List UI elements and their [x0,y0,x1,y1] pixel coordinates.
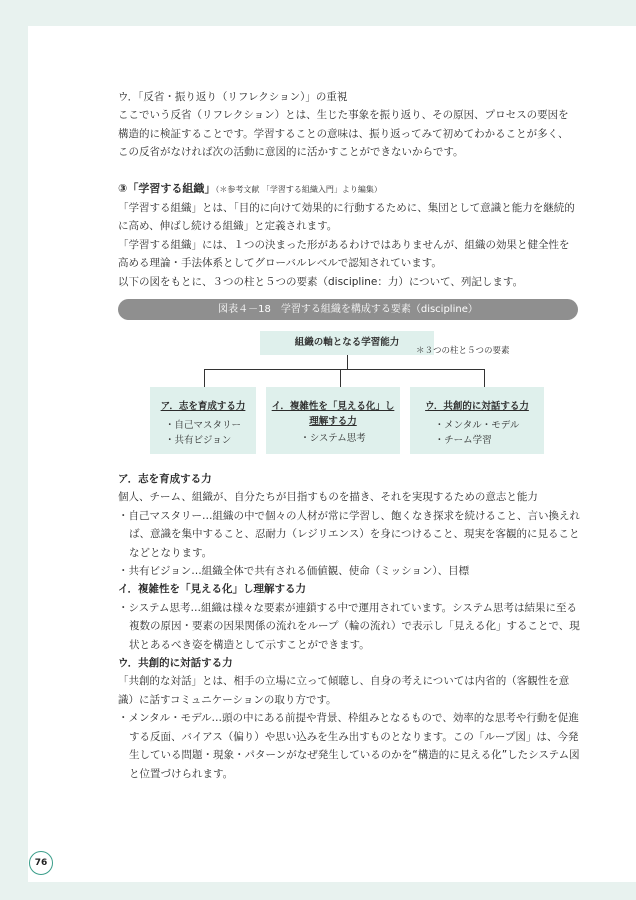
section3-heading-row [118,180,580,199]
page-top-band [0,0,636,26]
section3-line: 以下の図をもとに、３つの柱と５つの要素（discipline：力）について、列記します。 [118,275,524,288]
section3-heading: ③「学習する組織」 [118,181,216,195]
intro-line: この反省がなければ次の活動に意図的に活かすことができないからです。 [118,146,464,159]
body-u-heading: ウ．共創的に対話する力 [118,657,233,670]
figure-diagram [118,330,580,458]
column-item: ・システム思考 [300,433,366,444]
body-i-heading: イ．複雑性を「見える化」し理解する力 [118,583,307,596]
column-item: ・メンタル・モデル [434,420,520,431]
page-number: 76 [29,851,53,875]
intro-heading: ウ．「反省・振り返り（リフレクション）」の重視 [118,91,348,103]
body-a-line: ・共有ビジョン…組織全体で共有される価値観、使命（ミッション）、目標 [118,565,470,578]
column-title: 理解する力 [309,416,357,427]
intro-text [118,88,580,291]
column-title: ア．志を育成する力 [160,401,246,412]
connector-line [204,369,484,370]
section3-line: 高める理論・手法体系としてグローバルレベルで認知されています。 [118,257,442,270]
body-a-line: ・自己マスタリー…組織の中で個々の人材が常に学習し、飽くなき探求を続けること、言い換えれば、意識を集中すること、忍耐力（レジリエンス）を身につけること、現実を客観的に見ることなどとなります。 [118,509,580,559]
body-a-line: 個人、チーム、組織が、自分たちが目指すものを描き、それを実現するための意志と能力 [118,491,538,504]
figure-title: 図表４－18 学習する組織を構成する要素（discipline） [118,299,578,320]
body-a-heading: ア．志を育成する力 [118,473,212,485]
connector-line [340,369,341,387]
column-item: ・自己マスタリー [164,420,241,431]
section3-line: 「学習する組織」には、１つの決まった形があるわけではありませんが、組織の効果と健全性を [118,238,570,251]
column-item: ・チーム学習 [434,435,492,446]
section3-line: に高め、伸ばし続ける組織」と定義されます。 [118,220,338,233]
connector-line [347,355,348,369]
column-title: ウ．共創的に対話する力 [425,401,529,412]
body-i-line: ・システム思考…組織は様々な要素が連鎖する中で運用されています。システム思考は結果に至る複数の原因・要素の因果関係の流れをループ（輪の流れ）で表示し「見える化」することで、現状とあるべき姿を構造として示すことができます。 [118,601,580,651]
column-item: ・共有ビジョン [164,435,232,446]
body-u-line: 「共創的な対話」とは、相手の立場に立って傾聴し、自身の考えについては内省的（客観性を意識）に話すコミュニケーションの取り方です。 [118,675,570,706]
intro-line: 構造的に検証することです。学習することの意味は、振り返ってみて初めてわかることが多く、 [118,127,569,140]
section3-note: （＊参考文献 「学習する組織入門」より編集） [215,184,382,194]
figure-note: ＊３つの柱と５つの要素 [416,346,510,356]
figure-column-a [150,387,256,454]
connector-line [484,369,485,387]
connector-line [204,369,205,387]
figure-column-u [410,387,544,454]
column-title: イ．複雑性を「見える化」し [271,401,395,412]
body-u-line: ・メンタル・モデル…頭の中にある前提や背景、枠組みとなるもので、効率的な思考や行動を促進する反面、バイアス（偏り）や思い込みを生み出すものとなります。この「ループ図」は、今発生している問題・現象・パターンがなぜ発生しているのかを“構造的に見える化”したシステム図と位置づけられます。 [118,712,580,780]
page-side-band [0,0,28,900]
intro-line: ここでいう反省（リフレクション）とは、生じた事象を振り返り、その原因、プロセスの要因を [118,109,569,122]
page-bottom-band [0,882,636,900]
body-text [118,470,580,783]
figure-top-box: 組織の軸となる学習能力 [260,331,434,355]
section3-line: 「学習する組織」とは、「目的に向けて効果的に行動するために、集団として意識と能力を継続的 [118,202,575,215]
figure-column-i [266,387,400,454]
